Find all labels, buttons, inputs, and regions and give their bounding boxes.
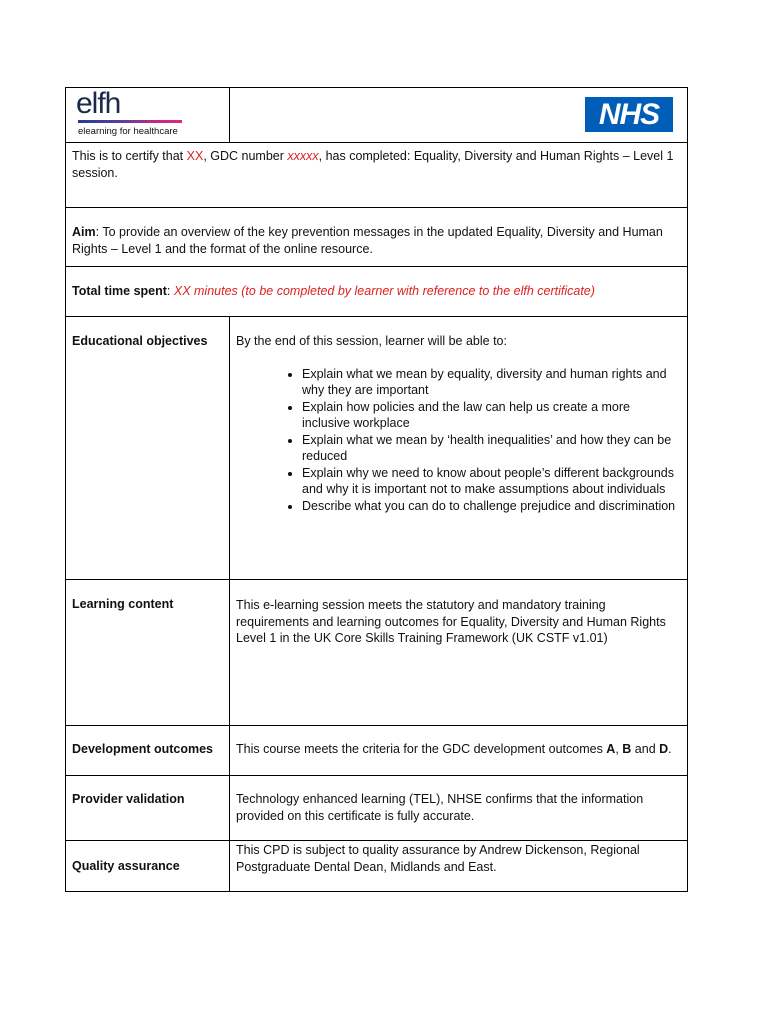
content-row bbox=[66, 580, 688, 726]
objectives-label-cell bbox=[66, 317, 230, 580]
content-label: Learning content bbox=[72, 597, 174, 611]
objectives-list bbox=[236, 366, 681, 515]
content-label-cell bbox=[66, 580, 230, 726]
certify-row bbox=[66, 143, 688, 208]
learner-name-placeholder: XX bbox=[186, 149, 204, 163]
certify-statement bbox=[66, 143, 688, 208]
time-label: Total time spent bbox=[72, 284, 167, 298]
nhs-logo-cell bbox=[230, 88, 688, 143]
elfh-logo-wordmark: elfh bbox=[76, 87, 121, 120]
aim-label: Aim bbox=[72, 225, 96, 239]
objectives-intro: By the end of this session, learner will be able to: bbox=[236, 334, 507, 348]
development-row bbox=[66, 726, 688, 776]
development-label: Development outcomes bbox=[72, 742, 214, 756]
objective-item: • Explain what we mean by ‘health inequalities’ and how they can be reduced bbox=[302, 432, 681, 465]
objective-item: • Explain why we need to know about people’s different backgrounds and why it is important not to make assumptions about individuals bbox=[302, 465, 681, 498]
quality-label: Quality assurance bbox=[72, 858, 180, 873]
outcome-d: D bbox=[659, 742, 669, 756]
elfh-logo-cell bbox=[66, 88, 230, 143]
elfh-logo bbox=[66, 88, 229, 142]
elfh-logo-tagline: elearning for healthcare bbox=[78, 126, 178, 137]
quality-label-cell bbox=[66, 841, 230, 892]
objective-item: • Explain what we mean by equality, diversity and human rights and why they are important bbox=[302, 366, 681, 399]
time-value-placeholder: XX minutes (to be completed by learner with reference to the elfh certificate) bbox=[173, 284, 595, 298]
nhs-logo: NHS bbox=[585, 97, 673, 132]
aim-text: : To provide an overview of the key prevention messages in the updated Equality, Diversity and Human Rights – Level 1 and the format of the online resource. bbox=[72, 225, 663, 256]
aim-row bbox=[66, 208, 688, 267]
elfh-logo-gradient-bar bbox=[78, 120, 182, 123]
time-row bbox=[66, 267, 688, 317]
validation-label-cell bbox=[66, 776, 230, 841]
aim-cell bbox=[66, 208, 688, 267]
objectives-label: Educational objectives bbox=[72, 334, 208, 348]
validation-label: Provider validation bbox=[72, 792, 185, 806]
objective-item: • Explain how policies and the law can help us create a more inclusive workplace bbox=[302, 399, 681, 432]
validation-row bbox=[66, 776, 688, 841]
development-end: . bbox=[668, 742, 672, 756]
time-colon: : bbox=[166, 284, 174, 298]
quality-text: This CPD is subject to quality assurance by Andrew Dickenson, Regional Postgraduate Dental Dean, Midlands and East. bbox=[236, 843, 640, 874]
quality-text-cell bbox=[230, 841, 688, 892]
logo-row bbox=[66, 88, 688, 143]
outcome-a: A bbox=[606, 742, 616, 756]
certificate-table bbox=[65, 87, 688, 892]
outcome-b: B bbox=[622, 742, 632, 756]
certify-prefix: This is to certify that bbox=[72, 149, 187, 163]
content-text-cell bbox=[230, 580, 688, 726]
quality-row bbox=[66, 841, 688, 892]
time-cell bbox=[66, 267, 688, 317]
validation-text-cell bbox=[230, 776, 688, 841]
development-sep2: and bbox=[631, 742, 660, 756]
certify-suffix: , has completed: Equality, Diversity and Human Rights – Level 1 session. bbox=[72, 149, 674, 180]
content-text: This e-learning session meets the statutory and mandatory training requirements and learning outcomes for Equality, Diversity and Human Rights Level 1 in the UK Core Skills Training Framework (UK CSTF v1.01) bbox=[236, 598, 666, 645]
certify-mid: , GDC number bbox=[203, 149, 288, 163]
objectives-row bbox=[66, 317, 688, 580]
objectives-content-cell bbox=[230, 317, 688, 580]
development-prefix: This course meets the criteria for the GDC development outcomes bbox=[236, 742, 607, 756]
validation-text: Technology enhanced learning (TEL), NHSE confirms that the information provided on this certificate is fully accurate. bbox=[236, 792, 644, 823]
development-sep1: , bbox=[615, 742, 623, 756]
development-label-cell bbox=[66, 726, 230, 776]
objective-item: • Describe what you can do to challenge prejudice and discrimination bbox=[302, 498, 681, 515]
gdc-number-placeholder: xxxxx bbox=[287, 149, 319, 163]
development-text-cell bbox=[230, 726, 688, 776]
